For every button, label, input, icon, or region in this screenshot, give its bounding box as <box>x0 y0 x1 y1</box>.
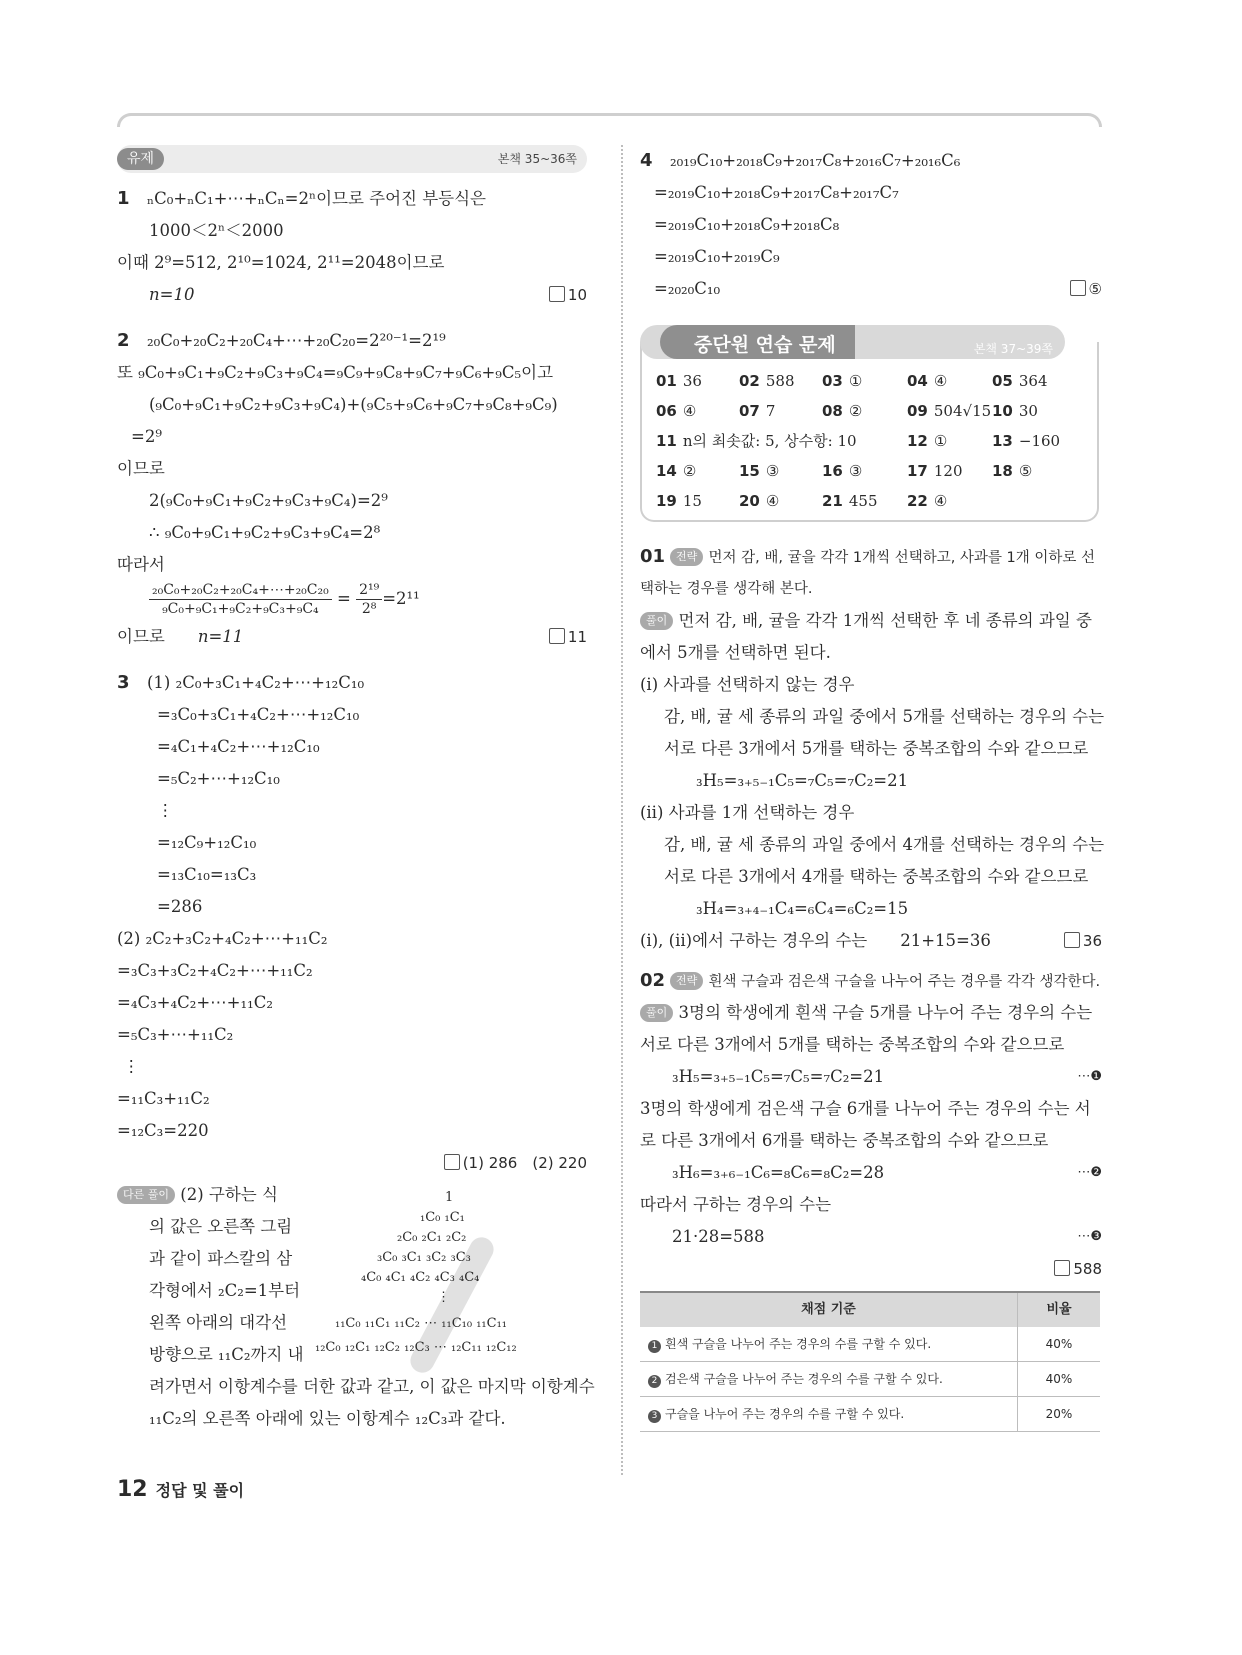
p3-b-line1: =₃C₃+₃C₂+₄C₂+⋯+₁₁C₂ <box>117 961 313 980</box>
midchapter-title: 중단원 연습 문제 <box>694 334 836 356</box>
scoring-row: 1 흰색 구슬을 나누어 주는 경우의 수를 구할 수 있다. 40% <box>640 1327 1100 1362</box>
midchapter-box <box>640 325 1102 525</box>
p3-a-line4: ⋮ <box>157 801 174 820</box>
q02-answer: 588 <box>1054 1253 1102 1285</box>
q01-sol-line2: 에서 5개를 선택하면 된다. <box>640 643 831 662</box>
alt-line4: 왼쪽 아래의 대각선 <box>149 1313 288 1332</box>
p3-a-line3: =₅C₂+⋯+₁₂C₁₀ <box>157 769 280 788</box>
q02-sol-tag: 풀이 <box>640 1004 673 1022</box>
alt-line0: 다른 풀이 (2) 구하는 식 <box>117 1179 587 1211</box>
p4-line1: =₂₀₁₉C₁₀+₂₀₁₈C₉+₂₀₁₇C₈+₂₀₁₇C₇ <box>654 183 899 202</box>
q02-sol-line8: 21·28=588 ⋯❸ <box>640 1221 1102 1253</box>
midchapter-title-bg <box>660 325 855 359</box>
q02-sol-line5: 로 다른 3개에서 6개를 택하는 중복조합의 수와 같으므로 <box>640 1131 1049 1150</box>
q01-sol-tag: 풀이 <box>640 612 673 630</box>
q02-strategy-tag: 전략 <box>670 972 703 990</box>
p3-answer-line <box>117 1147 587 1179</box>
p1-line3: 이때 2⁹=512, 2¹⁰=1024, 2¹¹=2048이므로 <box>117 253 445 272</box>
midchapter-answer-14: 14 ② <box>656 462 697 480</box>
q01-conclusion: (ⅰ), (ⅱ)에서 구하는 경우의 수는 21+15=36 36 <box>640 925 1102 957</box>
midchapter-answer-15: 15 ③ <box>739 462 780 480</box>
p2-line10: 이므로 n=11 11 <box>117 621 587 653</box>
midchapter-answer-01: 01 36 <box>656 372 702 390</box>
right-column <box>640 145 1105 1432</box>
column-divider <box>621 145 623 1475</box>
p2-line8: 따라서 <box>117 555 165 574</box>
p3-b-line3: =₅C₃+⋯+₁₁C₂ <box>117 1025 234 1044</box>
footer-title: 정답 및 풀이 <box>155 1481 245 1500</box>
q01-case2b: 서로 다른 3개에서 4개를 택하는 중복조합의 수와 같으므로 <box>664 867 1089 886</box>
midchapter-answer-17: 17 120 <box>907 462 963 480</box>
q01-strategy-tag: 전략 <box>670 548 703 566</box>
q02-sol-line6: ₃H₆=₃₊₆₋₁C₆=₈C₆=₈C₂=28 ⋯❷ <box>640 1157 1102 1189</box>
midchapter-answer-06: 06 ④ <box>656 402 697 420</box>
pascal-row-2: ₂C₀ ₂C₁ ₂C₂ <box>397 1230 467 1245</box>
midchapter-answer-20: 20 ④ <box>739 492 780 510</box>
scoring-row: 3 구슬을 나누어 주는 경우의 수를 구할 수 있다. 20% <box>640 1397 1100 1432</box>
scoring-header-ratio: 비율 <box>1018 1292 1101 1327</box>
midchapter-ref: 본책 37~39쪽 <box>973 342 1053 356</box>
midchapter-answer-04: 04 ④ <box>907 372 948 390</box>
p1-line1: 1 ₙC₀+ₙC₁+⋯+ₙCₙ=2ⁿ이므로 주어진 부등식은 <box>117 188 486 209</box>
midchapter-answer-19: 19 15 <box>656 492 702 510</box>
p2-fraction: $\frac{\text{₂₀C₀+₂₀C₂+₂₀C₄+⋯+₂₀C₂₀}}{\text{₉C₀+₉C₁+₉C₂+₉C₃+₉C₄}}$ = $\frac{\text{2¹⁹}}{\text{2⁸}}$ =2¹¹ <box>117 581 587 621</box>
pascal-row-1: ₁C₀ ₁C₁ <box>420 1210 465 1225</box>
midchapter-answer-11: 11 n의 최솟값: 5, 상수항: 10 <box>656 432 857 450</box>
p1-line4: n=10 10 <box>117 279 587 311</box>
q02-answer-line <box>640 1253 1102 1285</box>
pascal-row-12: ₁₂C₀ ₁₂C₁ ₁₂C₂ ₁₂C₃ ⋯ ₁₂C₁₁ ₁₂C₁₂ <box>315 1340 517 1355</box>
p3-a-line7: =286 <box>157 897 203 916</box>
scoring-row: 2 검은색 구슬을 나누어 주는 경우의 수를 구할 수 있다. 40% <box>640 1362 1100 1397</box>
p4-line4: =₂₀₂₀C₁₀ ⑤ <box>640 273 1102 305</box>
pascal-row-11: ₁₁C₀ ₁₁C₁ ₁₁C₂ ⋯ ₁₁C₁₀ ₁₁C₁₁ <box>335 1316 507 1331</box>
example-header <box>117 145 587 173</box>
page-number: 12 <box>117 1477 148 1502</box>
p4-line3: =₂₀₁₉C₁₀+₂₀₁₉C₉ <box>654 247 780 266</box>
p3-a-line0: 3 (1) ₂C₀+₃C₁+₄C₂+⋯+₁₂C₁₀ <box>117 672 365 693</box>
q01-case1b: 서로 다른 3개에서 5개를 택하는 중복조합의 수와 같으므로 <box>664 739 1089 758</box>
midchapter-answer-03: 03 ① <box>822 372 863 390</box>
p4-answer: ⑤ <box>1070 273 1102 305</box>
q02-sol-line4: 3명의 학생에게 검은색 구슬 6개를 나누어 주는 경우의 수는 서 <box>640 1099 1091 1118</box>
p3-answer: (1) 286 (2) 220 <box>444 1147 587 1179</box>
p1-line2: 1000＜2ⁿ＜2000 <box>149 221 284 240</box>
scoring-table <box>640 1291 1100 1432</box>
q02-sol-line1: 풀이 3명의 학생에게 흰색 구슬 5개를 나누어 주는 경우의 수는 <box>640 997 1102 1029</box>
q02-strategy: 02 전략 흰색 구슬과 검은색 구슬을 나누어 주는 경우를 각각 생각한다. <box>640 970 1101 991</box>
pascal-row-3: ₃C₀ ₃C₁ ₃C₂ ₃C₃ <box>377 1250 471 1265</box>
midchapter-answer-05: 05 364 <box>992 372 1048 390</box>
p2-answer: 11 <box>549 621 587 653</box>
q01-sol-line1: 풀이 먼저 감, 배, 귤을 각각 1개씩 선택한 후 네 종류의 과일 중 <box>640 605 1102 637</box>
alt-tag: 다른 풀이 <box>117 1186 175 1204</box>
p2-line1: 2 ₂₀C₀+₂₀C₂+₂₀C₄+⋯+₂₀C₂₀=2²⁰⁻¹=2¹⁹ <box>117 330 446 351</box>
q02-sol-line3: ₃H₅=₃₊₅₋₁C₅=₇C₅=₇C₂=21 ⋯❶ <box>640 1061 1102 1093</box>
q01-case2a: 감, 배, 귤 세 종류의 과일 중에서 4개를 선택하는 경우의 수는 <box>664 835 1105 854</box>
midchapter-answer-21: 21 455 <box>822 492 878 510</box>
p4-line2: =₂₀₁₉C₁₀+₂₀₁₈C₉+₂₀₁₈C₈ <box>654 215 840 234</box>
p3-b-line0: (2) ₂C₂+₃C₂+₄C₂+⋯+₁₁C₂ <box>117 929 328 948</box>
p2-line2: 또 ₉C₀+₉C₁+₉C₂+₉C₃+₉C₄=₉C₉+₉C₈+₉C₇+₉C₆+₉C₅이고 <box>117 363 554 382</box>
p3-b-line4: ⋮ <box>123 1057 140 1076</box>
q01-case2c: ₃H₄=₃₊₄₋₁C₄=₆C₄=₆C₂=15 <box>696 899 909 918</box>
alt-line3: 각형에서 ₂C₂=1부터 <box>149 1281 301 1300</box>
pascal-row-dots: ⋮ <box>437 1290 450 1305</box>
p3-a-line5: =₁₂C₉+₁₂C₁₀ <box>157 833 257 852</box>
pascal-row-4: ₄C₀ ₄C₁ ₄C₂ ₄C₃ ₄C₄ <box>361 1270 480 1285</box>
midchapter-answer-02: 02 588 <box>739 372 795 390</box>
step-mark-3: ⋯❸ <box>1077 1229 1102 1244</box>
alt-line2: 과 같이 파스칼의 삼 <box>149 1249 293 1268</box>
midchapter-answer-16: 16 ③ <box>822 462 863 480</box>
q01-answer: 36 <box>1064 925 1102 957</box>
example-ref: 본책 35~36쪽 <box>497 152 577 166</box>
alt-tail2: ₁₁C₂의 오른쪽 아래에 있는 이항계수 ₁₂C₃과 같다. <box>149 1409 506 1428</box>
q01-case2: (ⅱ) 사과를 1개 선택하는 경우 <box>640 803 855 822</box>
midchapter-answer-18: 18 ⑤ <box>992 462 1033 480</box>
page-footer <box>117 1477 244 1502</box>
p2-line4: =2⁹ <box>131 427 162 446</box>
midchapter-answer-07: 07 7 <box>739 402 776 420</box>
p3-b-line6: =₁₂C₃=220 <box>117 1121 209 1140</box>
alt-line5: 방향으로 ₁₁C₂까지 내 <box>149 1345 304 1364</box>
p3-a-line1: =₃C₀+₃C₁+₄C₂+⋯+₁₂C₁₀ <box>157 705 360 724</box>
p2-line3: (₉C₀+₉C₁+₉C₂+₉C₃+₉C₄)+(₉C₅+₉C₆+₉C₇+₉C₈+₉C₉) <box>149 395 558 414</box>
pascal-row-0: 1 <box>445 1190 454 1205</box>
pascal-triangle <box>315 1190 595 1370</box>
step-mark-1: ⋯❶ <box>1077 1069 1102 1084</box>
q01-case1: (ⅰ) 사과를 선택하지 않는 경우 <box>640 675 855 694</box>
p2-line7: ∴ ₉C₀+₉C₁+₉C₂+₉C₃+₉C₄=2⁸ <box>149 523 381 542</box>
midchapter-answer-13: 13 −160 <box>992 432 1061 450</box>
p2-line6: 2(₉C₀+₉C₁+₉C₂+₉C₃+₉C₄)=2⁹ <box>149 491 388 510</box>
q01-strategy-line2: 택하는 경우를 생각해 본다. <box>640 581 813 597</box>
q01-case1c: ₃H₅=₃₊₅₋₁C₅=₇C₅=₇C₂=21 <box>696 771 909 790</box>
q02-sol-line7: 따라서 구하는 경우의 수는 <box>640 1195 832 1214</box>
p3-a-line6: =₁₃C₁₀=₁₃C₃ <box>157 865 257 884</box>
alt-tail1: 려가면서 이항계수를 더한 값과 같고, 이 값은 마지막 이항계수 <box>149 1377 595 1396</box>
midchapter-answer-10: 10 30 <box>992 402 1038 420</box>
q02-sol-line2: 서로 다른 3개에서 5개를 택하는 중복조합의 수와 같으므로 <box>640 1035 1065 1054</box>
p1-answer: 10 <box>549 279 587 311</box>
q01-strategy-line1: 01 전략 먼저 감, 배, 귤을 각각 1개씩 선택하고, 사과를 1개 이하로 선 <box>640 546 1096 567</box>
scoring-header-criteria: 채점 기준 <box>640 1292 1018 1327</box>
midchapter-answer-12: 12 ① <box>907 432 948 450</box>
midchapter-answer-08: 08 ② <box>822 402 863 420</box>
p2-line5: 이므로 <box>117 459 165 478</box>
step-mark-2: ⋯❷ <box>1077 1165 1102 1180</box>
p3-a-line2: =₄C₁+₄C₂+⋯+₁₂C₁₀ <box>157 737 320 756</box>
midchapter-answer-09: 09 504√15 <box>907 402 992 420</box>
midchapter-answer-22: 22 ④ <box>907 492 948 510</box>
example-tag: 유제 <box>117 148 164 170</box>
alt-line1: 의 값은 오른쪽 그림 <box>149 1217 293 1236</box>
q01-case1a: 감, 배, 귤 세 종류의 과일 중에서 5개를 선택하는 경우의 수는 <box>664 707 1105 726</box>
p3-b-line2: =₄C₃+₄C₂+⋯+₁₁C₂ <box>117 993 273 1012</box>
midchapter-answer-grid <box>656 365 1082 515</box>
p3-b-line5: =₁₁C₃+₁₁C₂ <box>117 1089 210 1108</box>
top-rule <box>117 113 1102 127</box>
p4-line0: 4 ₂₀₁₉C₁₀+₂₀₁₈C₉+₂₀₁₇C₈+₂₀₁₆C₇+₂₀₁₆C₆ <box>640 150 961 171</box>
